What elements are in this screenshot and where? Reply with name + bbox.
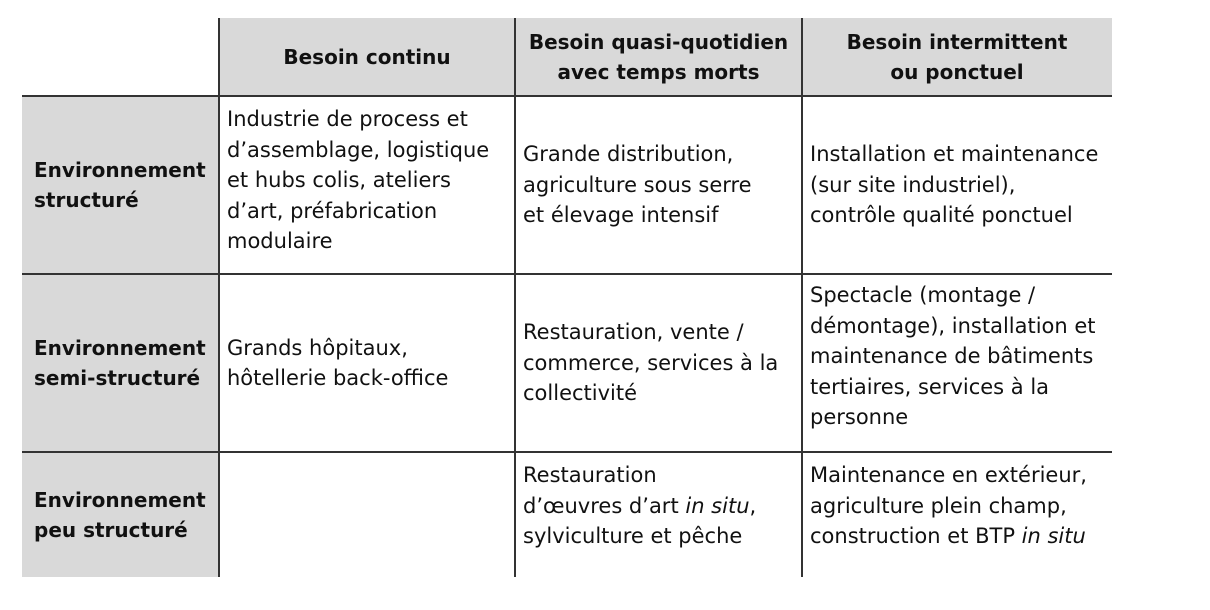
row-header-label-line2: peu structuré <box>34 517 188 542</box>
table-cell-empty <box>219 452 515 577</box>
cell-text: Restauration, vente / commerce, services à la collectivité <box>523 320 779 406</box>
table-cell <box>802 96 1112 274</box>
column-header-label-line2: avec temps morts <box>557 60 760 84</box>
table-cell <box>515 452 802 577</box>
table-cell <box>219 96 515 274</box>
table-cell <box>515 274 802 452</box>
row-header-semi-structure <box>22 274 219 452</box>
row-header-label-line2: semi-structuré <box>34 366 201 390</box>
cell-text: Installation et maintenance (sur site industriel), contrôle qualité ponctuel <box>810 142 1099 228</box>
table-divider <box>801 18 803 577</box>
row-header-label-line1: Environnement <box>34 487 206 512</box>
column-header-label: Besoin continu <box>283 45 451 69</box>
row-header-structure <box>22 96 219 274</box>
row-header-label-line1: Environnement <box>34 336 206 360</box>
row-header-label-line2: structuré <box>34 188 139 212</box>
column-header-quasi-quotidien <box>515 18 802 96</box>
column-header-continu <box>219 18 515 96</box>
column-header-label-line2: ou ponctuel <box>890 60 1024 84</box>
table-divider <box>22 273 1112 275</box>
cell-text-italic: in situ <box>1021 524 1086 548</box>
row-header-label-line1: Environnement <box>34 158 206 182</box>
column-header-label-line1: Besoin intermittent <box>846 30 1068 54</box>
cell-text-italic: in situ <box>685 493 750 518</box>
table-divider <box>22 95 1112 97</box>
cell-text: Grands hôpitaux, hôtellerie back-office <box>227 335 449 390</box>
table-divider <box>218 18 220 577</box>
table-cell <box>219 274 515 452</box>
cell-text <box>810 460 1106 552</box>
column-header-label-line1: Besoin quasi-quotidien <box>528 30 789 54</box>
cell-text: Industrie de process et d’assemblage, logistique et hubs colis, ateliers d’art, préfabrication modulaire <box>227 107 490 253</box>
column-header-intermittent <box>802 18 1112 96</box>
cell-text: Grande distribution, agriculture sous serre et élevage intensif <box>523 142 752 228</box>
cell-text-before: Maintenance en extérieur, agriculture plein champ, construction et BTP <box>810 463 1087 548</box>
table-divider <box>22 451 1112 453</box>
cell-text-after: , sylviculture et pêche <box>523 493 757 548</box>
table-cell <box>515 96 802 274</box>
row-header-peu-structure <box>22 452 219 577</box>
cell-text: Spectacle (montage / démontage), installation et maintenance de bâtiments tertiaires, services à la personne <box>810 283 1096 429</box>
table-cell <box>802 274 1112 452</box>
table-divider <box>514 18 516 577</box>
cell-text <box>523 460 762 552</box>
table-cell <box>802 452 1112 577</box>
cell-text-before: Restauration d’œuvres d’art <box>523 463 686 518</box>
